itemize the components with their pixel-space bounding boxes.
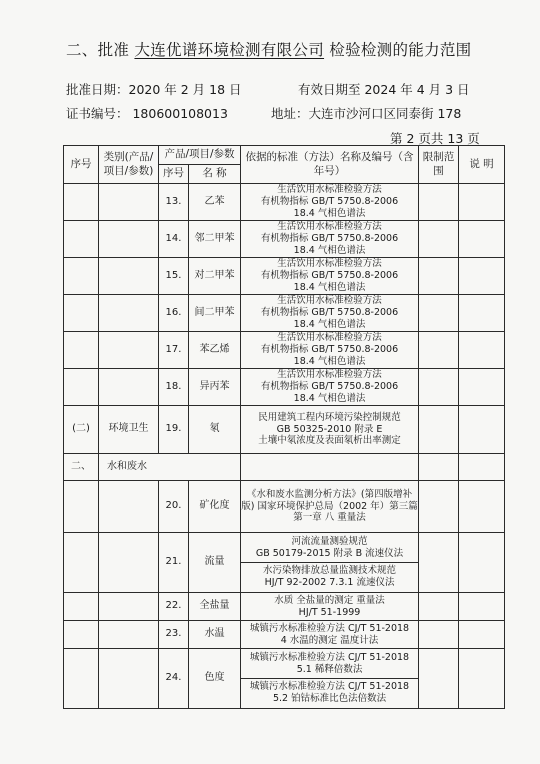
header-sub-name: 名 称 xyxy=(189,165,241,184)
table-row xyxy=(64,184,505,221)
limit-cell xyxy=(419,295,459,332)
standard-cell xyxy=(241,593,419,621)
item-no-cell: 24. xyxy=(159,649,189,709)
seq-cell: (二) xyxy=(64,406,99,454)
seq-cell xyxy=(64,369,99,406)
limit-cell xyxy=(419,258,459,295)
seq-cell xyxy=(64,593,99,621)
item-no-cell: 20. xyxy=(159,481,189,533)
item-no-cell: 19. xyxy=(159,406,189,454)
standard-line: 有机物指标 GB/T 5750.8-2006 xyxy=(260,270,399,282)
page-number: 第 2 页共 13 页 xyxy=(390,131,480,146)
limit-cell xyxy=(419,621,459,649)
header-sub-seq: 序号 xyxy=(159,165,189,184)
table-row xyxy=(64,649,505,709)
standard-cell xyxy=(241,221,419,258)
category-cell xyxy=(99,593,159,621)
item-no-cell: 22. xyxy=(159,593,189,621)
table-row xyxy=(64,593,505,621)
seq-cell xyxy=(64,533,99,593)
note-cell xyxy=(459,649,505,709)
limit-cell xyxy=(419,369,459,406)
item-no-cell: 15. xyxy=(159,258,189,295)
standard-line: 第一章 八 重量法 xyxy=(293,512,366,524)
category-cell xyxy=(99,258,159,295)
item-no-cell: 21. xyxy=(159,533,189,593)
title-suffix: 检验检测的能力范围 xyxy=(329,41,472,59)
table-row xyxy=(64,621,505,649)
standard-block-2 xyxy=(240,562,419,589)
note-cell xyxy=(459,258,505,295)
note-cell xyxy=(459,221,505,258)
item-no-cell: 13. xyxy=(159,184,189,221)
header-standard: 依据的标准（方法）名称及编号（含年号） xyxy=(241,146,419,184)
standard-cell xyxy=(241,406,419,454)
item-name-cell: 矿化度 xyxy=(189,481,241,533)
item-name-cell: 异丙苯 xyxy=(189,369,241,406)
section-seq: 二、 xyxy=(64,454,99,481)
table-row xyxy=(64,481,505,533)
category-cell xyxy=(99,369,159,406)
limit-cell xyxy=(419,454,459,481)
standard-cell xyxy=(241,621,419,649)
standard-cell xyxy=(241,295,419,332)
item-no-cell: 23. xyxy=(159,621,189,649)
standard-block-2 xyxy=(240,678,419,705)
seq-cell xyxy=(64,184,99,221)
header-note: 说 明 xyxy=(459,146,505,184)
item-name-cell: 邻二甲苯 xyxy=(189,221,241,258)
note-cell xyxy=(459,593,505,621)
standard-line: 5.2 铂钴标准比色法倍数法 xyxy=(272,692,387,704)
item-no-cell: 18. xyxy=(159,369,189,406)
standard-line: 《水和废水监测分析方法》(第四版增补 xyxy=(246,488,413,500)
standard-line: 18.4 气相色谱法 xyxy=(293,281,366,293)
capability-table xyxy=(63,145,505,709)
header-seq: 序号 xyxy=(64,146,99,184)
seq-cell xyxy=(64,649,99,709)
header-product-param: 产品/项目/参数 xyxy=(159,146,241,165)
section-name: 水和废水 xyxy=(99,454,241,481)
seq-cell xyxy=(64,295,99,332)
standard-cell xyxy=(241,454,419,481)
note-cell xyxy=(459,533,505,593)
standard-cell xyxy=(241,533,419,593)
item-name-cell: 乙苯 xyxy=(189,184,241,221)
note-cell xyxy=(459,332,505,369)
seq-cell xyxy=(64,481,99,533)
standard-line: 有机物指标 GB/T 5750.8-2006 xyxy=(260,381,399,393)
standard-cell xyxy=(241,184,419,221)
limit-cell xyxy=(419,184,459,221)
standard-line: 18.4 气相色谱法 xyxy=(293,355,366,367)
cert-number: 证书编号： 180600108013 xyxy=(66,106,228,121)
category-cell xyxy=(99,332,159,369)
table-row xyxy=(64,369,505,406)
standard-line: 生活饮用水标准检验方法 xyxy=(277,369,382,381)
limit-cell xyxy=(419,221,459,258)
limit-cell xyxy=(419,481,459,533)
category-cell xyxy=(99,295,159,332)
item-name-cell: 全盐量 xyxy=(189,593,241,621)
table-row xyxy=(64,258,505,295)
category-cell xyxy=(99,621,159,649)
standard-line: 生活饮用水标准检验方法 xyxy=(277,295,382,307)
standard-line: 生活饮用水标准检验方法 xyxy=(277,258,382,270)
note-cell xyxy=(459,295,505,332)
standard-line: 有机物指标 GB/T 5750.8-2006 xyxy=(260,307,399,319)
limit-cell xyxy=(419,406,459,454)
note-cell xyxy=(459,454,505,481)
standard-line: 有机物指标 GB/T 5750.8-2006 xyxy=(260,196,399,208)
standard-line: 民用建筑工程内环境污染控制规范 xyxy=(258,411,401,423)
category-cell: 环境卫生 xyxy=(99,406,159,454)
category-cell xyxy=(99,221,159,258)
table-row xyxy=(64,221,505,258)
seq-cell xyxy=(64,221,99,258)
standard-cell xyxy=(241,369,419,406)
standard-line: 生活饮用水标准检验方法 xyxy=(277,184,382,196)
item-no-cell: 14. xyxy=(159,221,189,258)
standard-line: 有机物指标 GB/T 5750.8-2006 xyxy=(260,344,399,356)
header-category: 类别(产品/项目/参数) xyxy=(99,146,159,184)
standard-line: 水污染物排放总量监测技术规范 xyxy=(263,565,397,576)
table-row xyxy=(64,295,505,332)
standard-line: 4 水温的测定 温度计法 xyxy=(280,634,379,646)
standard-line: 版) 国家环境保护总局（2002 年）第三篇 xyxy=(241,500,418,512)
limit-cell xyxy=(419,533,459,593)
note-cell xyxy=(459,481,505,533)
standard-line: 18.4 气相色谱法 xyxy=(293,207,366,219)
seq-cell xyxy=(64,258,99,295)
standard-line: 18.4 气相色谱法 xyxy=(293,318,366,330)
limit-cell xyxy=(419,649,459,709)
item-name-cell: 间二甲苯 xyxy=(189,295,241,332)
category-cell xyxy=(99,649,159,709)
item-name-cell: 氡 xyxy=(189,406,241,454)
title-prefix: 二、批准 xyxy=(66,41,130,59)
table-row xyxy=(64,533,505,593)
standard-line: HJ/T 92-2002 7.3.1 流速仪法 xyxy=(264,576,395,588)
category-cell xyxy=(99,184,159,221)
table-row xyxy=(64,406,505,454)
note-cell xyxy=(459,184,505,221)
standard-line: HJ/T 51-1999 xyxy=(298,606,361,618)
approval-date: 批准日期：2020 年 2 月 18 日 xyxy=(66,82,242,97)
standard-cell xyxy=(241,258,419,295)
item-name-cell: 苯乙烯 xyxy=(189,332,241,369)
category-cell xyxy=(99,481,159,533)
standard-cell xyxy=(241,332,419,369)
address: 地址：大连市沙河口区同泰街 178 xyxy=(271,106,462,121)
note-cell xyxy=(459,369,505,406)
header-limit: 限制范围 xyxy=(419,146,459,184)
page-title xyxy=(66,38,471,60)
standard-line: 5.1 稀释倍数法 xyxy=(296,664,363,676)
item-no-cell: 16. xyxy=(159,295,189,332)
standard-line: 水质 全盐量的测定 重量法 xyxy=(274,594,385,606)
category-cell xyxy=(99,533,159,593)
standard-line: 河流流量测验规范 xyxy=(291,536,368,548)
item-name-cell: 对二甲苯 xyxy=(189,258,241,295)
standard-line: 城镇污水标准检验方法 CJ/T 51-2018 xyxy=(249,622,410,634)
note-cell xyxy=(459,621,505,649)
standard-line: 有机物指标 GB/T 5750.8-2006 xyxy=(260,233,399,245)
seq-cell xyxy=(64,621,99,649)
standard-line: 18.4 气相色谱法 xyxy=(293,392,366,404)
standard-line: 生活饮用水标准检验方法 xyxy=(277,221,382,233)
standard-line: GB 50179-2015 附录 B 流速仪法 xyxy=(255,548,404,560)
limit-cell xyxy=(419,332,459,369)
seq-cell xyxy=(64,332,99,369)
valid-until: 有效日期至 2024 年 4 月 3 日 xyxy=(298,82,470,97)
section-row xyxy=(64,454,505,481)
org-name: 大连优谱环境检测有限公司 xyxy=(134,41,325,59)
item-name-cell: 流量 xyxy=(189,533,241,593)
standard-cell xyxy=(241,649,419,709)
standard-line: 城镇污水标准检验方法 CJ/T 51-2018 xyxy=(249,652,410,664)
standard-line: GB 50325-2010 附录 E xyxy=(276,423,383,435)
limit-cell xyxy=(419,593,459,621)
note-cell xyxy=(459,406,505,454)
item-name-cell: 色度 xyxy=(189,649,241,709)
standard-line: 城镇污水标准检验方法 CJ/T 51-2018 xyxy=(249,681,410,692)
standard-line: 土壤中氡浓度及表面氡析出率测定 xyxy=(258,435,401,447)
item-no-cell: 17. xyxy=(159,332,189,369)
table-row xyxy=(64,332,505,369)
standard-line: 生活饮用水标准检验方法 xyxy=(277,332,382,344)
item-name-cell: 水温 xyxy=(189,621,241,649)
standard-line: 18.4 气相色谱法 xyxy=(293,244,366,256)
standard-cell xyxy=(241,481,419,533)
